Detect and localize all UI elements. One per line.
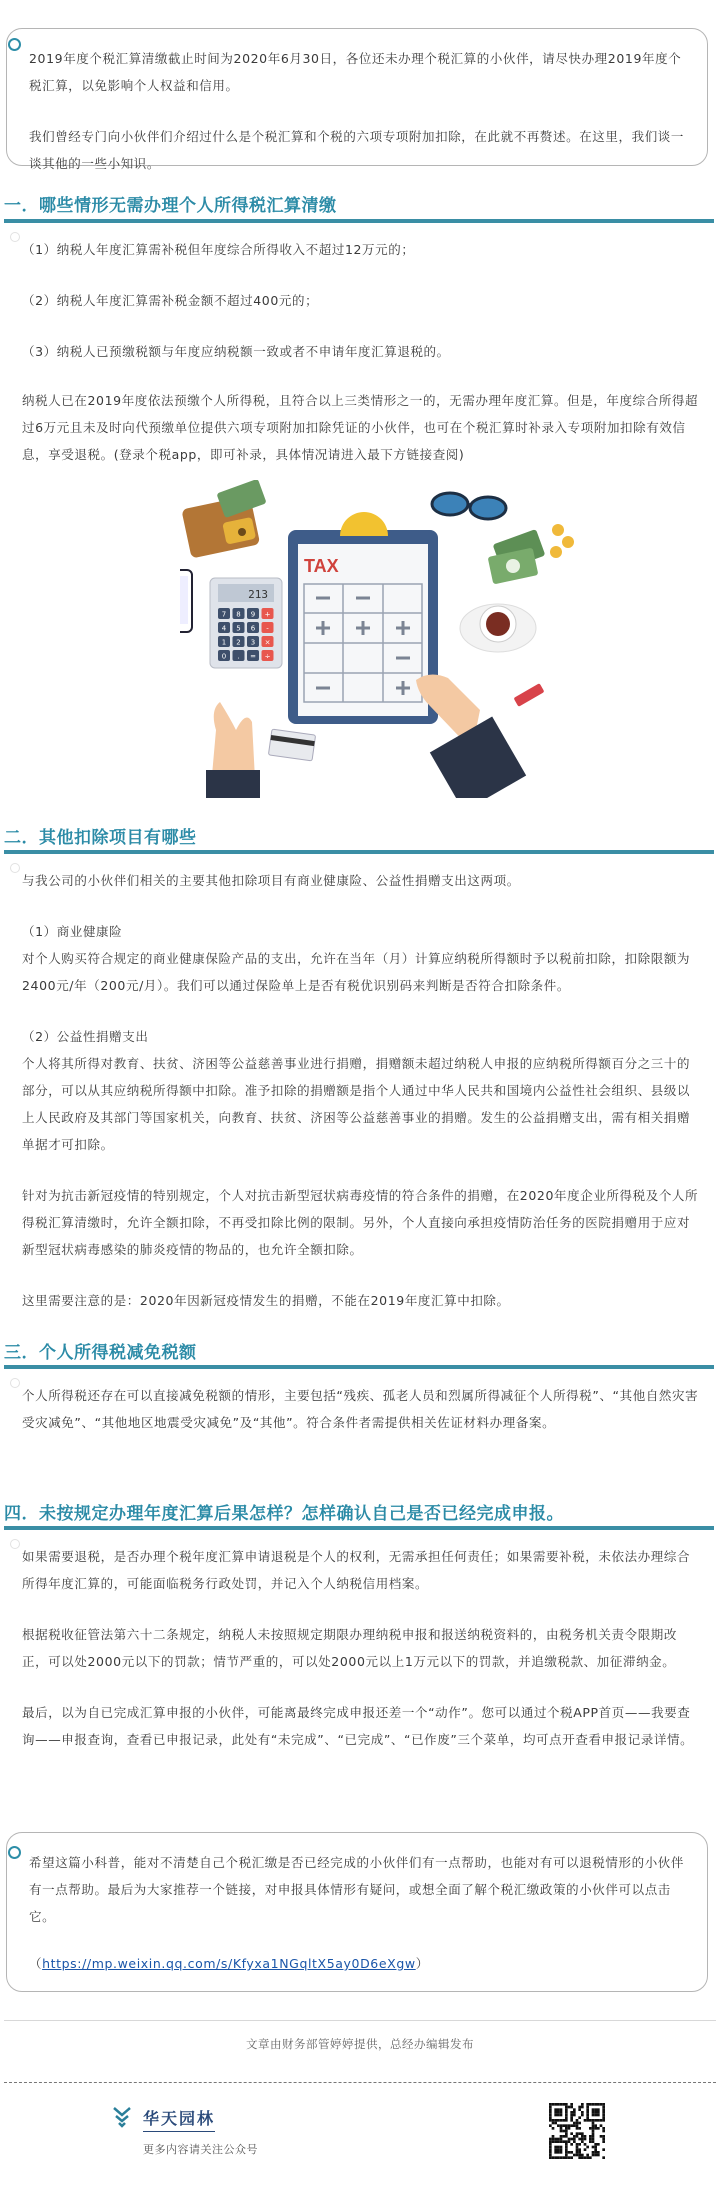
section3-underline bbox=[4, 1365, 714, 1369]
tax-label: TAX bbox=[304, 556, 339, 576]
money-icon bbox=[488, 524, 574, 584]
calc-key-label: + bbox=[264, 610, 271, 619]
tax-illustration bbox=[180, 480, 580, 798]
wallet-icon bbox=[181, 480, 266, 559]
calc-key-label: 5 bbox=[236, 624, 241, 633]
section2-sub2-title: （2）公益性捐赠支出 bbox=[22, 1029, 149, 1044]
footer-divider-top bbox=[4, 2020, 716, 2021]
section1-underline bbox=[4, 219, 714, 223]
article-link[interactable]: https://mp.weixin.qq.com/s/Kfyxa1NGqltX5ay0D6eXgw bbox=[42, 1956, 416, 1971]
section4-underline bbox=[4, 1526, 714, 1530]
left-hand-icon bbox=[206, 702, 260, 798]
qr-code-icon[interactable] bbox=[549, 2103, 605, 2159]
intro-bullet-dot-icon bbox=[8, 38, 21, 51]
section2-paragraph-3: 这里需要注意的是：2020年因新冠疫情发生的捐赠，不能在2019年度汇算中扣除。 bbox=[22, 1293, 510, 1308]
section2-underline bbox=[4, 850, 714, 854]
section3-body bbox=[22, 1382, 702, 1436]
brand-subtitle: 更多内容请关注公众号 bbox=[143, 2143, 258, 2156]
section1-item-1: （1）纳税人年度汇算需补税但年度综合所得收入不超过12万元的； bbox=[22, 242, 415, 257]
calculator-icon bbox=[210, 578, 282, 668]
section4-title: 四．未按规定办理年度汇算后果怎样？怎样确认自己是否已经完成申报。 bbox=[4, 1504, 564, 1524]
section3-title: 三．个人所得税减免税额 bbox=[4, 1343, 197, 1363]
calc-key-label: 7 bbox=[221, 610, 227, 619]
section4-marker-icon bbox=[10, 1539, 20, 1549]
section2-sub1-body: 对个人购买符合规定的商业健康保险产品的支出，允许在当年（月）计算应纳税所得额时予以税前扣除，扣除限额为2400元/年（200元/月）。我们可以通过保险单上是否有税优识别码来判断是否符合扣除条件。 bbox=[22, 951, 691, 993]
calc-key-label: 1 bbox=[221, 638, 227, 647]
intro-paragraph-2: 我们曾经专门向小伙伴们介绍过什么是个税汇算和个税的六项专项附加扣除，在此就不再赘述。在这里，我们谈一谈其他的一些小知识。 bbox=[29, 129, 685, 171]
section3-paragraph: 个人所得税还存在可以直接减免税额的情形，主要包括“残疾、孤老人员和烈属所得减征个人所得税”、“其他自然灾害受灾减免”、“其他地区地震受灾减免”及“其他”。符合条件者需提供相关佐证材料办理备案。 bbox=[22, 1388, 699, 1430]
section1-paragraph: 纳税人已在2019年度依法预缴个人所得税，且符合以上三类情形之一的，无需办理年度汇算。但是，年度综合所得超过6万元且未及时向代预缴单位提供六项专项附加扣除凭证的小伙伴，也可在个税汇算时补录入专项附加扣除有效信息，享受退税。(登录个税app，即可补录，具体情况请进入最下方链接查阅) bbox=[22, 393, 699, 462]
closing-link-line bbox=[29, 1950, 687, 1977]
section2-paragraph-1: 与我公司的小伙伴们相关的主要其他扣除项目有商业健康险、公益性捐赠支出这两项。 bbox=[22, 873, 520, 888]
calc-key-label: 2 bbox=[236, 638, 241, 647]
calculator-display: 213 bbox=[248, 588, 268, 601]
section2-marker-icon bbox=[10, 863, 20, 873]
section4-paragraph-1: 如果需要退税，是否办理个税年度汇算申请退税是个人的权利，无需承担任何责任；如果需要补税，未依法办理综合所得年度汇算的，可能面临税务行政处罚，并记入个人纳税信用档案。 bbox=[22, 1549, 691, 1591]
clipboard-icon bbox=[288, 512, 438, 724]
link-close-paren: ） bbox=[415, 1956, 429, 1971]
intro-box bbox=[6, 28, 708, 171]
section2-sub1-title: （1）商业健康险 bbox=[22, 924, 123, 939]
calc-key-label: 9 bbox=[250, 610, 256, 619]
section2-title: 二．其他扣除项目有哪些 bbox=[4, 828, 197, 848]
calc-key-label: × bbox=[264, 638, 271, 647]
calc-key-label: = bbox=[250, 652, 256, 661]
calc-key-label: 4 bbox=[221, 624, 227, 633]
section1-marker-icon bbox=[10, 232, 20, 242]
calc-key-label: - bbox=[266, 624, 269, 633]
section2-paragraph-2: 针对为抗击新冠疫情的特别规定，个人对抗击新型冠状病毒疫情的符合条件的捐赠，在2020年度企业所得税及个人所得税汇算清缴时，允许全额扣除，不再受扣除比例的限制。另外，个人直接向承担疫情防治任务的医院捐赠用于应对新型冠状病毒感染的肺炎疫情的物品的，也允许全额扣除。 bbox=[22, 1188, 699, 1257]
calc-key-label: 3 bbox=[250, 638, 256, 647]
phone-icon bbox=[180, 570, 192, 632]
section4-body bbox=[22, 1543, 702, 1753]
section2-body bbox=[22, 867, 702, 1314]
calc-key-label: . bbox=[237, 652, 240, 661]
section1-body bbox=[22, 236, 702, 468]
closing-bullet-dot-icon bbox=[8, 1846, 21, 1859]
section2-sub2-body: 个人将其所得对教育、扶贫、济困等公益慈善事业进行捐赠，捐赠额未超过纳税人申报的应纳税所得额百分之三十的部分，可以从其应纳税所得额中扣除。准予扣除的捐赠额是指个人通过中华人民共和国境内公益性社会组织、县级以上人民政府及其部门等国家机关，向教育、扶贫、济困等公益慈善事业的捐赠。发生的公益捐赠支出，需有相关捐赠单据才可扣除。 bbox=[22, 1056, 691, 1152]
section4-paragraph-3: 最后，以为自已完成汇算申报的小伙伴，可能离最终完成申报还差一个“动作”。您可以通过个税APP首页——我要查询——申报查询，查看已申报记录，此处有“未完成”、“已完成”、“已作废”三个菜单，均可点开查看申报记录详情。 bbox=[22, 1705, 694, 1747]
calc-key-label: 8 bbox=[236, 610, 241, 619]
footer-credit: 文章由财务部管婷婷提供，总经办编辑发布 bbox=[246, 2037, 474, 2051]
calc-key-label: 0 bbox=[221, 652, 227, 661]
section1-item-3: （3）纳税人已预缴税额与年度应纳税额一致或者不申请年度汇算退税的。 bbox=[22, 344, 450, 359]
section1-title: 一．哪些情形无需办理个人所得税汇算清缴 bbox=[4, 196, 337, 216]
intro-paragraph-1: 2019年度个税汇算清缴截止时间为2020年6月30日，各位还未办理个税汇算的小伙伴，请尽快办理2019年度个税汇算，以免影响个人权益和信用。 bbox=[29, 51, 682, 93]
usb-drive-icon bbox=[514, 683, 545, 707]
sunglasses-icon bbox=[432, 493, 506, 519]
coffee-cup-icon bbox=[460, 604, 536, 652]
footer-divider-dashed bbox=[4, 2082, 716, 2083]
section3-marker-icon bbox=[10, 1378, 20, 1388]
closing-paragraph: 希望这篇小科普，能对不清楚自己个税汇缴是否已经完成的小伙伴们有一点帮助，也能对有可以退税情形的小伙伴有一点帮助。最后为大家推荐一个链接，对申报具体情形有疑问，或想全面了解个税汇缴政策的小伙伴可以点击它。 bbox=[29, 1855, 685, 1924]
brand-logo-icon bbox=[112, 2106, 132, 2132]
section1-item-2: （2）纳税人年度汇算需补税金额不超过400元的； bbox=[22, 293, 319, 308]
brand-name: 华天园林 bbox=[143, 2106, 215, 2132]
calc-key-label: ÷ bbox=[264, 652, 271, 661]
link-open-paren: （ bbox=[29, 1956, 43, 1971]
card-icon bbox=[268, 729, 315, 761]
section4-paragraph-2: 根据税收征管法第六十二条规定，纳税人未按照规定期限办理纳税申报和报送纳税资料的，由税务机关责令限期改正，可以处2000元以下的罚款；情节严重的，可以处2000元以上1万元以下的罚款，并追缴税款、加征滞纳金。 bbox=[22, 1627, 678, 1669]
calc-key-label: 6 bbox=[250, 624, 256, 633]
closing-box bbox=[6, 1832, 708, 1992]
right-hand-icon bbox=[416, 674, 526, 798]
